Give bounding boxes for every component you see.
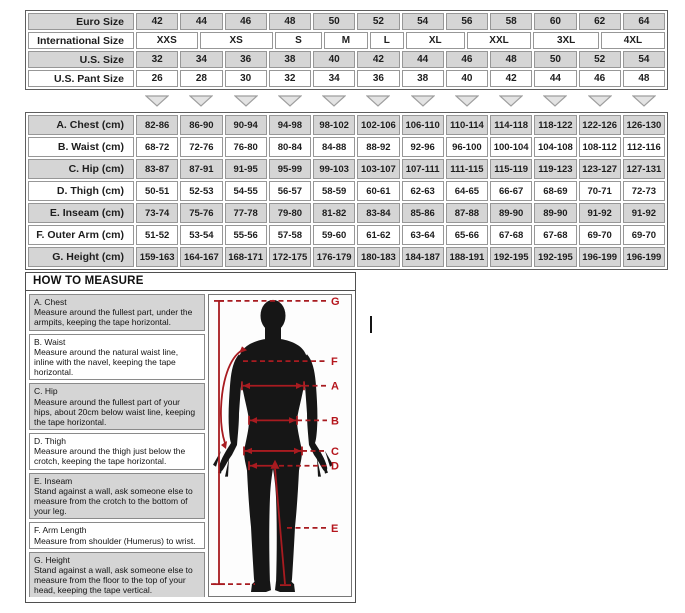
international-size-cell: S bbox=[275, 32, 322, 49]
text-cursor-artifact bbox=[370, 316, 372, 333]
measurement-value-cell: 79-80 bbox=[269, 203, 311, 223]
us-pant-size-cell: 48 bbox=[623, 70, 665, 87]
us-size-cell: 38 bbox=[269, 51, 311, 68]
measure-instruction-title: A. Chest bbox=[34, 297, 67, 307]
measure-instruction-title: D. Thigh bbox=[34, 436, 66, 447]
measurement-row-label: A. Chest (cm) bbox=[28, 115, 134, 135]
us-size-cell: 46 bbox=[446, 51, 488, 68]
measurement-value-cell: 56-57 bbox=[269, 181, 311, 201]
us-size-cell: 40 bbox=[313, 51, 355, 68]
measure-instruction-item bbox=[29, 522, 205, 548]
measure-instruction-title: C. Hip bbox=[34, 386, 58, 397]
international-size-cell: XL bbox=[406, 32, 465, 49]
measurement-value-cell: 75-76 bbox=[180, 203, 222, 223]
international-size-cell: 3XL bbox=[533, 32, 599, 49]
table-row bbox=[28, 51, 665, 68]
us-size-cell: 32 bbox=[136, 51, 178, 68]
down-arrow-icon bbox=[356, 95, 400, 107]
us-pant-size-cell: 40 bbox=[446, 70, 488, 87]
us-pant-size-cell: 46 bbox=[579, 70, 621, 87]
measurement-value-cell: 180-183 bbox=[357, 247, 399, 267]
diagram-label-D: D bbox=[331, 460, 339, 473]
row-label-us-pant-size: U.S. Pant Size bbox=[28, 70, 134, 87]
international-size-cell: M bbox=[324, 32, 368, 49]
measurement-value-cell: 102-106 bbox=[357, 115, 399, 135]
down-arrow-icon bbox=[135, 95, 179, 107]
measurement-value-cell: 66-67 bbox=[490, 181, 532, 201]
how-to-measure-body bbox=[26, 291, 355, 600]
measure-instruction-text: Stand against a wall, ask someone else to measure from the crotch to the bottom of your leg. bbox=[34, 485, 193, 517]
measurement-value-cell: 91-92 bbox=[579, 203, 621, 223]
measure-instruction-text: Measure from shoulder (Humerus) to wrist. bbox=[34, 535, 196, 546]
measurement-value-cell: 118-122 bbox=[534, 115, 576, 135]
measurement-value-cell: 89-90 bbox=[534, 203, 576, 223]
diagram-label-B: B bbox=[331, 415, 339, 428]
measurement-value-cell: 114-118 bbox=[490, 115, 532, 135]
us-size-cell: 42 bbox=[357, 51, 399, 68]
measurement-value-cell: 52-53 bbox=[180, 181, 222, 201]
us-pant-size-cell: 42 bbox=[490, 70, 532, 87]
measurement-value-cell: 70-71 bbox=[579, 181, 621, 201]
measurement-value-cell: 82-86 bbox=[136, 115, 178, 135]
diagram-label-A: A bbox=[331, 380, 339, 393]
measurement-value-cell: 59-60 bbox=[313, 225, 355, 245]
diagram-label-F: F bbox=[331, 356, 338, 369]
measurement-value-cell: 65-66 bbox=[446, 225, 488, 245]
measure-instruction-item bbox=[29, 433, 205, 470]
us-size-cell: 54 bbox=[623, 51, 665, 68]
euro-size-cell: 50 bbox=[313, 13, 355, 30]
measurement-value-cell: 87-88 bbox=[446, 203, 488, 223]
measurement-value-cell: 89-90 bbox=[490, 203, 532, 223]
measurement-value-cell: 184-187 bbox=[402, 247, 444, 267]
measurement-value-cell: 100-104 bbox=[490, 137, 532, 157]
down-arrow-icon bbox=[445, 95, 489, 107]
size-conversion-table bbox=[25, 10, 668, 90]
measurement-value-cell: 196-199 bbox=[623, 247, 665, 267]
down-arrow-icon bbox=[533, 95, 577, 107]
us-pant-size-cell: 32 bbox=[269, 70, 311, 87]
measurement-value-cell: 69-70 bbox=[623, 225, 665, 245]
measurement-value-cell: 192-195 bbox=[534, 247, 576, 267]
measurement-value-cell: 54-55 bbox=[225, 181, 267, 201]
us-pant-size-cell: 44 bbox=[534, 70, 576, 87]
international-size-cell: XXL bbox=[467, 32, 532, 49]
measurement-value-cell: 112-116 bbox=[623, 137, 665, 157]
down-arrow-icon bbox=[268, 95, 312, 107]
us-pant-size-cell: 26 bbox=[136, 70, 178, 87]
euro-size-cell: 56 bbox=[446, 13, 488, 30]
down-arrow-icon bbox=[622, 95, 666, 107]
measurement-value-cell: 107-111 bbox=[402, 159, 444, 179]
us-size-cell: 34 bbox=[180, 51, 222, 68]
down-arrow-icon bbox=[179, 95, 223, 107]
measurement-value-cell: 127-131 bbox=[623, 159, 665, 179]
measurement-value-cell: 164-167 bbox=[180, 247, 222, 267]
measurement-row-label: G. Height (cm) bbox=[28, 247, 134, 267]
euro-size-cell: 48 bbox=[269, 13, 311, 30]
measure-instruction-title: B. Waist bbox=[34, 336, 66, 347]
measurement-value-cell: 67-68 bbox=[534, 225, 576, 245]
table-row bbox=[28, 70, 665, 87]
measurement-value-cell: 115-119 bbox=[490, 159, 532, 179]
diagram-label-E: E bbox=[331, 522, 339, 535]
measurement-value-cell: 60-61 bbox=[357, 181, 399, 201]
measurement-value-cell: 76-80 bbox=[225, 137, 267, 157]
measurement-value-cell: 55-56 bbox=[225, 225, 267, 245]
measurement-value-cell: 53-54 bbox=[180, 225, 222, 245]
measurement-row-label: E. Inseam (cm) bbox=[28, 203, 134, 223]
table-row bbox=[28, 115, 665, 135]
diagram-label-G: G bbox=[331, 295, 340, 308]
measurement-value-cell: 64-65 bbox=[446, 181, 488, 201]
measurement-value-cell: 68-72 bbox=[136, 137, 178, 157]
measure-instruction-item bbox=[29, 383, 205, 430]
measurement-value-cell: 62-63 bbox=[402, 181, 444, 201]
measurement-value-cell: 94-98 bbox=[269, 115, 311, 135]
measurement-value-cell: 90-94 bbox=[225, 115, 267, 135]
measure-instruction-title: G. Height bbox=[34, 554, 70, 565]
measurement-value-cell: 85-86 bbox=[402, 203, 444, 223]
measurement-value-cell: 92-96 bbox=[402, 137, 444, 157]
measurement-value-cell: 192-195 bbox=[490, 247, 532, 267]
measurement-value-cell: 172-175 bbox=[269, 247, 311, 267]
measurement-value-cell: 87-91 bbox=[180, 159, 222, 179]
measurement-value-cell: 57-58 bbox=[269, 225, 311, 245]
us-pant-size-cell: 38 bbox=[402, 70, 444, 87]
measurement-value-cell: 69-70 bbox=[579, 225, 621, 245]
measurement-value-cell: 68-69 bbox=[534, 181, 576, 201]
measure-instructions-list bbox=[29, 294, 205, 597]
how-to-measure-title: HOW TO MEASURE bbox=[26, 273, 355, 291]
column-arrows bbox=[135, 95, 666, 107]
measurement-value-cell: 88-92 bbox=[357, 137, 399, 157]
table-row bbox=[28, 225, 665, 245]
measurement-value-cell: 61-62 bbox=[357, 225, 399, 245]
measurement-row-label: C. Hip (cm) bbox=[28, 159, 134, 179]
measurement-value-cell: 72-73 bbox=[623, 181, 665, 201]
measurement-value-cell: 81-82 bbox=[313, 203, 355, 223]
measurement-value-cell: 119-123 bbox=[534, 159, 576, 179]
measurement-value-cell: 58-59 bbox=[313, 181, 355, 201]
measurement-value-cell: 95-99 bbox=[269, 159, 311, 179]
us-size-cell: 36 bbox=[225, 51, 267, 68]
down-arrow-icon bbox=[224, 95, 268, 107]
measurement-value-cell: 103-107 bbox=[357, 159, 399, 179]
measurement-value-cell: 86-90 bbox=[180, 115, 222, 135]
measurement-value-cell: 110-114 bbox=[446, 115, 488, 135]
measurement-value-cell: 99-103 bbox=[313, 159, 355, 179]
measure-instruction-text: Measure around the thigh just below the crotch, keeping the tape horizontal. bbox=[34, 446, 186, 467]
euro-size-cell: 64 bbox=[623, 13, 665, 30]
international-size-cell: L bbox=[370, 32, 404, 49]
measurement-value-cell: 126-130 bbox=[623, 115, 665, 135]
row-label-intl-size: International Size bbox=[28, 32, 134, 49]
down-arrow-icon bbox=[401, 95, 445, 107]
euro-size-cell: 58 bbox=[490, 13, 532, 30]
measure-instruction-item bbox=[29, 552, 205, 597]
table-row bbox=[28, 137, 665, 157]
table-row bbox=[28, 181, 665, 201]
measurement-value-cell: 77-78 bbox=[225, 203, 267, 223]
us-pant-size-cell: 30 bbox=[225, 70, 267, 87]
measurement-value-cell: 123-127 bbox=[579, 159, 621, 179]
table-row bbox=[28, 13, 665, 30]
measurement-value-cell: 176-179 bbox=[313, 247, 355, 267]
measurement-value-cell: 106-110 bbox=[402, 115, 444, 135]
us-pant-size-cell: 36 bbox=[357, 70, 399, 87]
euro-size-cell: 52 bbox=[357, 13, 399, 30]
man-silhouette-icon bbox=[213, 300, 333, 592]
down-arrow-icon bbox=[489, 95, 533, 107]
euro-size-cell: 54 bbox=[402, 13, 444, 30]
us-pant-size-cell: 28 bbox=[180, 70, 222, 87]
how-to-measure-panel bbox=[25, 272, 356, 603]
measurement-value-cell: 104-108 bbox=[534, 137, 576, 157]
measure-instruction-item bbox=[29, 473, 205, 520]
measurement-value-cell: 83-87 bbox=[136, 159, 178, 179]
down-arrow-icon bbox=[312, 95, 356, 107]
us-pant-size-cell: 34 bbox=[313, 70, 355, 87]
measurement-value-cell: 196-199 bbox=[579, 247, 621, 267]
international-size-cell: XXS bbox=[136, 32, 198, 49]
measurement-row-label: F. Outer Arm (cm) bbox=[28, 225, 134, 245]
measurement-value-cell: 111-115 bbox=[446, 159, 488, 179]
us-size-cell: 44 bbox=[402, 51, 444, 68]
measurement-figure bbox=[208, 294, 352, 597]
measurement-value-cell: 63-64 bbox=[402, 225, 444, 245]
measurement-value-cell: 98-102 bbox=[313, 115, 355, 135]
measurement-value-cell: 51-52 bbox=[136, 225, 178, 245]
measurement-value-cell: 67-68 bbox=[490, 225, 532, 245]
row-label-euro-size: Euro Size bbox=[28, 13, 134, 30]
measure-instruction-text: Measure around the fullest part of your hips, about 20cm below waist line, keeping the tape horizontal. bbox=[34, 396, 196, 427]
measurement-value-cell: 83-84 bbox=[357, 203, 399, 223]
table-row bbox=[28, 32, 665, 49]
international-size-cell: XS bbox=[200, 32, 273, 49]
body-silhouette-diagram bbox=[209, 295, 351, 596]
measure-instruction-text: Stand against a wall, ask someone else to measure from the floor to the top of your head, keeping the tape vertical. bbox=[34, 564, 193, 596]
measure-instruction-text: Measure around the natural waist line, inline with the navel, keeping the tape horizontal. bbox=[34, 346, 179, 378]
euro-size-cell: 46 bbox=[225, 13, 267, 30]
measurement-value-cell: 80-84 bbox=[269, 137, 311, 157]
measurement-value-cell: 168-171 bbox=[225, 247, 267, 267]
down-arrow-icon bbox=[578, 95, 622, 107]
measurement-labels bbox=[331, 296, 340, 535]
measurement-value-cell: 108-112 bbox=[579, 137, 621, 157]
measurement-value-cell: 91-92 bbox=[623, 203, 665, 223]
measure-instruction-title: F. Arm Length bbox=[34, 525, 87, 536]
us-size-cell: 48 bbox=[490, 51, 532, 68]
table-row bbox=[28, 203, 665, 223]
measurement-value-cell: 122-126 bbox=[579, 115, 621, 135]
measurement-value-cell: 96-100 bbox=[446, 137, 488, 157]
measurement-value-cell: 72-76 bbox=[180, 137, 222, 157]
measurement-value-cell: 73-74 bbox=[136, 203, 178, 223]
measure-instruction-item bbox=[29, 334, 205, 381]
measurement-value-cell: 91-95 bbox=[225, 159, 267, 179]
row-label-us-size: U.S. Size bbox=[28, 51, 134, 68]
measure-instruction-item bbox=[29, 294, 205, 331]
measurement-value-cell: 159-163 bbox=[136, 247, 178, 267]
measurement-value-cell: 188-191 bbox=[446, 247, 488, 267]
table-row bbox=[28, 247, 665, 267]
international-size-cell: 4XL bbox=[601, 32, 665, 49]
measurement-value-cell: 50-51 bbox=[136, 181, 178, 201]
euro-size-cell: 42 bbox=[136, 13, 178, 30]
us-size-cell: 50 bbox=[534, 51, 576, 68]
measure-instruction-text: Measure around the fullest part, under the armpits, keeping the tape horizontal. bbox=[34, 307, 193, 328]
diagram-label-C: C bbox=[331, 445, 339, 458]
table-row bbox=[28, 159, 665, 179]
us-size-cell: 52 bbox=[579, 51, 621, 68]
euro-size-cell: 60 bbox=[534, 13, 576, 30]
body-measurement-table bbox=[25, 112, 668, 270]
measurement-row-label: B. Waist (cm) bbox=[28, 137, 134, 157]
measure-instruction-title: E. Inseam bbox=[34, 475, 73, 486]
measurement-value-cell: 84-88 bbox=[313, 137, 355, 157]
measurement-row-label: D. Thigh (cm) bbox=[28, 181, 134, 201]
euro-size-cell: 62 bbox=[579, 13, 621, 30]
euro-size-cell: 44 bbox=[180, 13, 222, 30]
